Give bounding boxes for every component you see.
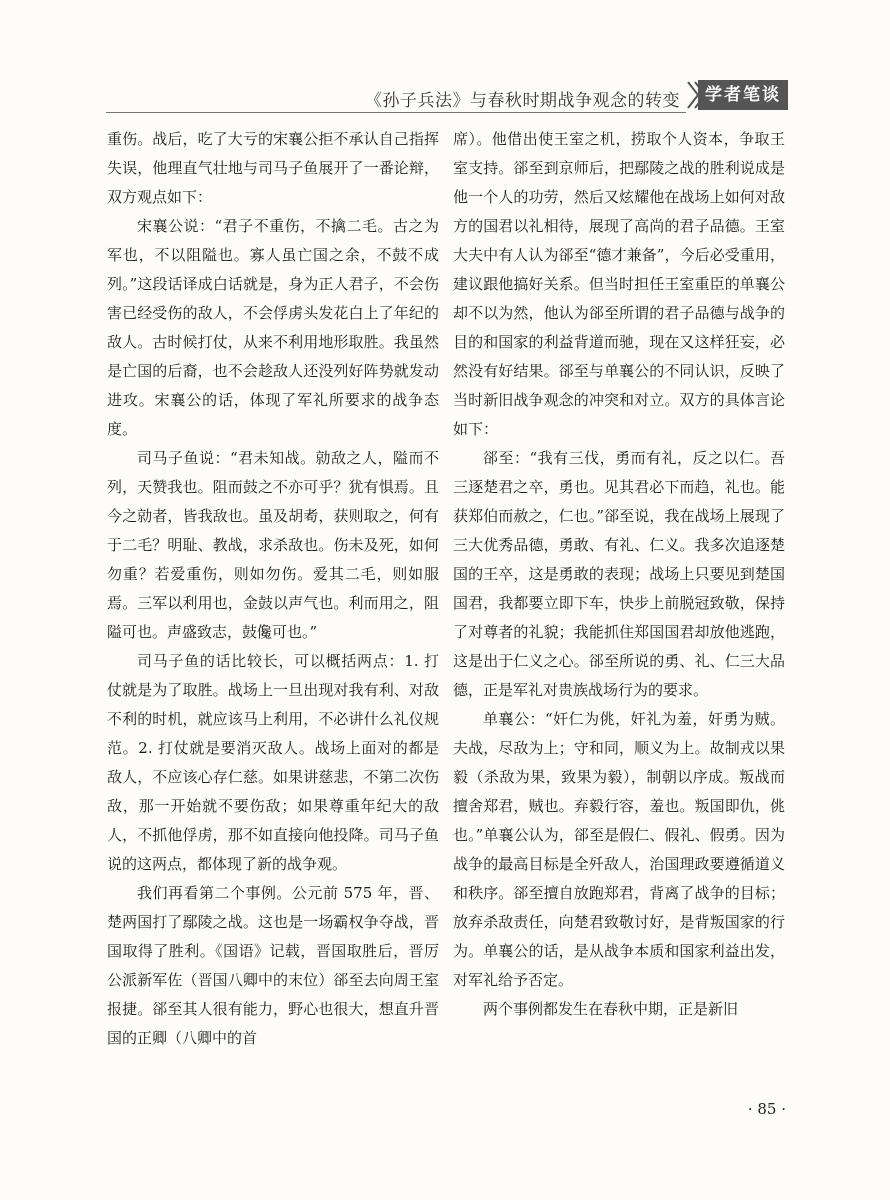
- paragraph: 两个事例都发生在春秋中期，正是新旧: [483, 1000, 739, 1018]
- page-number: · 85 ·: [747, 1100, 786, 1118]
- paragraph: 席）。他借出使王室之机，捞取个人资本，争取王室支持。郤至到京师后，把鄢陵之战的胜利说成是他一个人的功劳，然后又炫耀他在战场上如何对敌方的国君以礼相待，展现了高尚的君子品德。王室大夫中有人认为郤至“德才兼备”，今后必受重用，建议跟他搞好关系。但当时担任王室重臣的单襄公却不以为然，他认为郤至所谓的君子品德与战争的目的和国家的利益背道而驰，现在又这样狂妄，必然没有好结果。郤至与单襄公的不同认识，反映了当时新旧战争观念的冲突和对立。双方的具体言论如下：: [453, 130, 785, 438]
- paragraph: 我们再看第二个事例。公元前 575 年，晋、楚两国打了鄢陵之战。这也是一场霸权争夺战，晋国取得了胜利。《国语》记载，晋国取胜后，晋厉公派新军佐（晋国八卿中的末位）郤至去向周王室报捷。郤至其人很有能力，野心也很大，想直升晋国的正卿（八卿中的首: [107, 884, 439, 1047]
- left-column: [107, 125, 439, 1053]
- running-header: [0, 76, 890, 116]
- paragraph: 司马子鱼的话比较长，可以概括两点：1. 打仗就是为了取胜。战场上一旦出现对我有利、对敌不利的时机，就应该马上利用，不必讲什么礼仪规范。2. 打仗就是要消灭敌人。战场上面对的都是敌人，不应该心存仁慈。如果讲慈悲，不第二次伤敌，那一开始就不要伤敌；如果尊重年纪大的敌人，不抓他俘虏，那不如直接向他投降。司马子鱼说的这两点，都体现了新的战争观。: [107, 652, 439, 873]
- paragraph: 宋襄公说：“君子不重伤，不擒二毛。古之为军也，不以阻隘也。寡人虽亡国之余，不鼓不成列。”这段话译成白话就是，身为正人君子，不会伤害已经受伤的敌人，不会俘虏头发花白上了年纪的敌人。古时候打仗，从来不利用地形取胜。我虽然是亡国的后裔，也不会趁敌人还没列好阵势就发动进攻。宋襄公的话，体现了军礼所要求的战争态度。: [107, 217, 439, 438]
- paragraph: 单襄公：“奸仁为佻，奸礼为羞，奸勇为贼。夫战，尽敌为上；守和同，顺义为上。故制戎以果毅（杀敌为果，致果为毅），制朝以序成。叛战而擅舍郑君，贼也。弃毅行容，羞也。叛国即仇，佻也。”单襄公认为，郤至是假仁、假礼、假勇。因为战争的最高目标是全歼敌人，治国理政要遵循道义和秩序。郤至擅自放跑郑君，背离了战争的目标；放弃杀敌责任，向楚君致敬讨好，是背叛国家的行为。单襄公的话，是从战争本质和国家利益出发，对军礼给予否定。: [453, 710, 785, 989]
- paragraph: 重伤。战后，吃了大亏的宋襄公拒不承认自己指挥失误，他理直气壮地与司马子鱼展开了一番论辩，双方观点如下：: [107, 130, 439, 206]
- paragraph: 司马子鱼说：“君未知战。勍敌之人，隘而不列，天赞我也。阻而鼓之不亦可乎？犹有惧焉。且今之勍者，皆我敌也。虽及胡耇，获则取之，何有于二毛？明耻、教战，求杀敌也。伤未及死，如何勿重？若爱重伤，则如勿伤。爱其二毛，则如服焉。三军以利用也，金鼓以声气也。利而用之，阻隘可也。声盛致志，鼓儳可也。”: [107, 449, 439, 641]
- article-title: 《孙子兵法》与春秋时期战争观念的转变: [365, 91, 680, 111]
- section-badge: 学者笔谈: [698, 80, 788, 110]
- right-column: [453, 125, 785, 1024]
- paragraph: 郤至：“我有三伐，勇而有礼，反之以仁。吾三逐楚君之卒，勇也。见其君必下而趋，礼也。能获郑伯而赦之，仁也。”郤至说，我在战场上展现了三大优秀品德，勇敢、有礼、仁义。我多次追逐楚国的王卒，这是勇敢的表现；战场上只要见到楚国国君，我都要立即下车，快步上前脱冠致敬，保持了对尊者的礼貌；我能抓住郑国国君却放他逃跑，这是出于仁义之心。郤至所说的勇、礼、仁三大品德，正是军礼对贵族战场行为的要求。: [453, 449, 785, 699]
- header-rule: [106, 112, 686, 113]
